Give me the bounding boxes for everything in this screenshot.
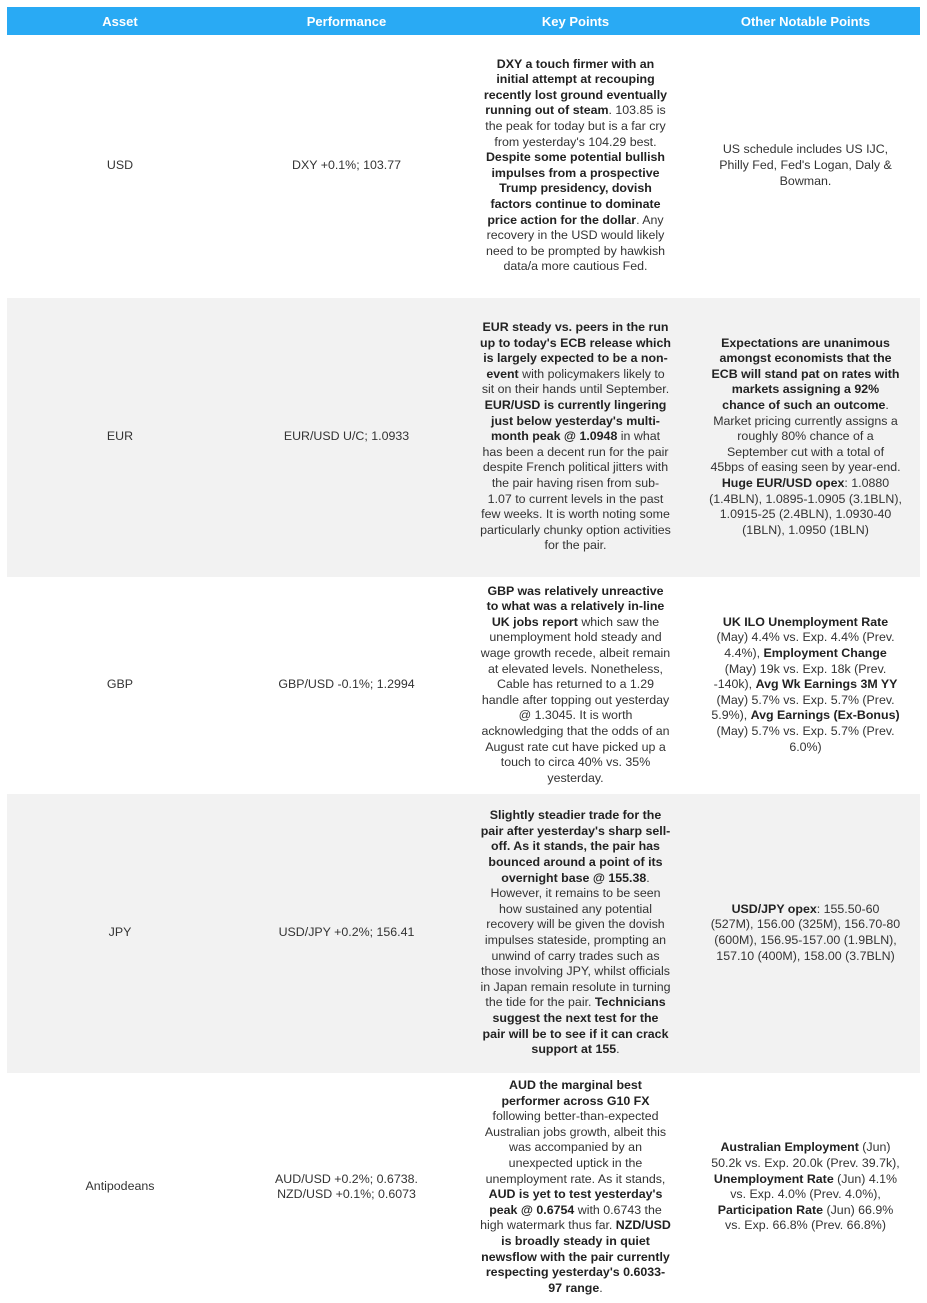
key-points-cell <box>460 1073 691 1301</box>
other-points-cell <box>691 1073 920 1301</box>
bold-text-segment: Huge EUR/USD opex <box>721 475 845 490</box>
bold-text-segment: DXY a touch firmer with an initial attempt at recouping recently lost ground eventually running out of steam <box>483 56 668 118</box>
text-segment: following better-than-expected Australian jobs growth, albeit this was accompanied by an unexpected uptick in the unemployment rate. As it stands, <box>484 1109 667 1186</box>
text-segment: with policymakers likely to sit on their hands until September. <box>481 366 670 397</box>
asset-cell: Antipodeans <box>7 1073 233 1301</box>
bold-text-segment: Despite some potential bullish impulses from a prospective Trump presidency, dovish factors continue to dominate price action for the dollar <box>485 150 665 227</box>
bold-text-segment: NZD/USD is broadly steady in quiet newsflow with the pair currently respecting yesterday's 0.6033-97 range <box>481 1218 671 1295</box>
table-row-usd <box>7 35 920 297</box>
performance-cell: DXY +0.1%; 103.77 <box>292 157 401 172</box>
bold-text-segment: EUR steady vs. peers in the run up to today's ECB release which is largely expected to be a non-event <box>480 320 671 381</box>
key-points-cell <box>460 35 691 297</box>
key-points-cell <box>460 577 691 793</box>
other-points-cell <box>691 793 920 1073</box>
text-segment: (May) 5.7% vs. Exp. 5.7% (Prev. 6.0%) <box>716 723 895 754</box>
bold-text-segment: Avg Wk Earnings 3M YY <box>755 677 898 692</box>
performance-cell <box>233 1073 460 1301</box>
text-segment: . <box>616 1042 620 1057</box>
bold-text-segment: GBP was relatively unreactive to what was a relatively in-line UK jobs report <box>486 583 665 629</box>
text-segment: . <box>599 1280 603 1295</box>
bold-text-segment: EUR/USD is currently lingering just below yesterday's multi-month peak @ 1.0948 <box>484 398 667 444</box>
text-segment: in what has been a decent run for the pair despite French political jitters with the pair having risen from sub-1.07 to current levels in the past few weeks. It is worth noting some particularly chunky option activities for the pair. <box>480 429 671 553</box>
text-segment: (May) 4.4% vs. Exp. 4.4% (Prev. 4.4%), <box>716 630 895 661</box>
text-segment: : 1.0880 (1.4BLN), 1.0895-1.0905 (3.1BLN), 1.0915-25 (2.4BLN), 1.0930-40 (1BLN), 1.0950 (1BLN) <box>709 475 902 537</box>
bold-text-segment: AUD is yet to test yesterday's peak @ 0.6754 <box>488 1187 663 1217</box>
bold-text-segment: AUD the marginal best performer across G10 FX <box>501 1078 650 1108</box>
text-segment: (May) 19k vs. Exp. 18k (Prev. -140k), <box>713 661 887 692</box>
bold-text-segment: Slightly steadier trade for the pair after yesterday's sharp sell-off. As it stands, the pair has bounced around a point of its overnight base @ 155.38 <box>480 808 671 885</box>
bold-text-segment: Participation Rate <box>717 1202 824 1217</box>
asset-cell: USD <box>106 157 134 172</box>
performance-line-nzd: NZD/USD +0.1%; 0.6073 <box>277 1187 416 1202</box>
table-row-eur <box>7 297 920 577</box>
text-segment: . Market pricing currently assigns a roughly 80% chance of a September cut with a total of 45bps of easing seen by year-end. <box>710 398 901 475</box>
other-points-cell <box>691 35 920 297</box>
text-segment: . However, it remains to be seen how sustained any potential recovery will be given the dovish impulses stateside, prompting an unwind of carry trades such as those involving JPY, whilst officials in Japan remain resolute in turning the tide for the pair. <box>480 870 671 1010</box>
asset-cell: EUR <box>7 297 233 577</box>
header-key-points: Key Points <box>460 7 691 35</box>
bold-text-segment: Employment Change <box>763 646 887 661</box>
text-segment: : 155.50-60 (527M), 156.00 (325M), 156.70-80 (600M), 156.95-157.00 (1.9BLN), 157.10 (400M), 158.00 (3.7BLN) <box>710 901 901 963</box>
fx-summary-table <box>7 7 920 1301</box>
text-segment: which saw the unemployment hold steady and wage growth recede, albeit remain at elevated levels. Nonetheless, Cable has returned to a 1.29 handle after topping out yesterday @ 1.3045. It is worth acknowledging that the odds of an August rate cut have picked up a touch to circa 40% vs. 35% yesterday. <box>480 614 671 785</box>
text-segment: (May) 5.7% vs. Exp. 5.7% (Prev. 5.9%), <box>711 692 895 723</box>
table-row-gbp <box>7 577 920 793</box>
text-segment: US schedule includes US IJC, Philly Fed, Fed's Logan, Daly & Bowman. <box>719 142 892 188</box>
performance-line-aud: AUD/USD +0.2%; 0.6738. <box>275 1171 418 1186</box>
bold-text-segment: Technicians suggest the next test for the pair will be to see if it can crack support at 155 <box>482 995 669 1057</box>
text-segment: (Jun) 4.1% vs. Exp. 4.0% (Prev. 4.0%), <box>730 1171 898 1202</box>
bold-text-segment: Expectations are unanimous amongst economists that the ECB will stand pat on rates with markets assigning a 92% chance of such an outcome <box>711 335 900 413</box>
performance-cell: GBP/USD -0.1%; 1.2994 <box>233 577 460 793</box>
key-points-cell <box>460 297 691 577</box>
bold-text-segment: Unemployment Rate <box>713 1171 834 1186</box>
header-row <box>7 7 920 35</box>
performance-cell: USD/JPY +0.2%; 156.41 <box>233 793 460 1073</box>
table-row-jpy <box>7 793 920 1073</box>
text-segment: (Jun) 66.9% vs. Exp. 66.8% (Prev. 66.8%) <box>725 1202 894 1233</box>
other-points-cell <box>691 297 920 577</box>
asset-cell: JPY <box>7 793 233 1073</box>
other-points-cell <box>691 577 920 793</box>
text-segment: (Jun) 50.2k vs. Exp. 20.0k (Prev. 39.7k), <box>711 1140 900 1171</box>
performance-cell: EUR/USD U/C; 1.0933 <box>233 297 460 577</box>
bold-text-segment: Avg Earnings (Ex-Bonus) <box>750 708 900 723</box>
bold-text-segment: UK ILO Unemployment Rate <box>722 614 889 629</box>
header-other-points: Other Notable Points <box>691 7 920 35</box>
asset-cell: GBP <box>7 577 233 793</box>
header-performance: Performance <box>233 7 460 35</box>
text-segment: . 103.85 is the peak for today but is a far cry from yesterday's 104.29 best. <box>485 103 666 149</box>
header-asset: Asset <box>7 7 233 35</box>
bold-text-segment: Australian Employment <box>720 1140 859 1155</box>
text-segment: . Any recovery in the USD would likely need to be prompted by hawkish data/a more cautious Fed. <box>485 212 666 274</box>
text-segment: with 0.6743 the high watermark thus far. <box>480 1202 662 1233</box>
key-points-cell <box>460 793 691 1073</box>
table-row-antipodeans <box>7 1073 920 1301</box>
bold-text-segment: USD/JPY opex <box>731 901 817 916</box>
